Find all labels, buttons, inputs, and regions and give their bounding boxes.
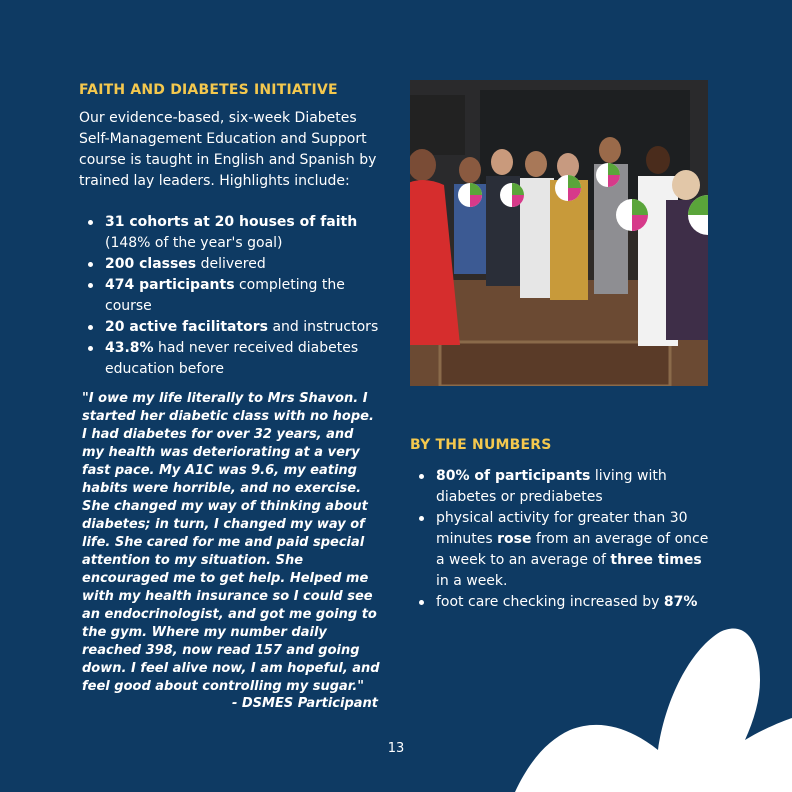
section-heading-numbers: BY THE NUMBERS <box>410 437 552 453</box>
participant-quote: "I owe my life literally to Mrs Shavon. I started her diabetic class with no hope. I had diabetes for over 32 years, and my health was deteriorating at a very fast pace. My A1C was 9.6, my eating habits were horrible, and no exercise. She changed my way of thinking about diabetes; in turn, I changed my way of life. She cared for me and paid special attention to my situation. She encouraged me to get help. Helped me with my health insurance so I could see an endocrinologist, and got me going to the gym. Where my number daily reached 398, now read 157 and going down. I feel alive now, I am hopeful, and feel good about controlling my sugar." <box>82 391 380 694</box>
section-heading-faith: FAITH AND DIABETES INITIATIVE <box>79 82 338 98</box>
list-item: physical activity for greater than 30 minutes rose from an average of once a week to an average of three times in a week. <box>410 508 710 592</box>
quote-attribution: - DSMES Participant <box>231 696 378 711</box>
list-item: 80% of participants living with diabetes or prediabetes <box>410 466 710 508</box>
list-item: foot care checking increased by 87% <box>410 592 710 613</box>
list-item: 474 participants completing the course <box>79 275 389 317</box>
list-item: 200 classes delivered <box>79 254 389 275</box>
page-number: 13 <box>387 741 405 756</box>
intro-paragraph: Our evidence-based, six-week Diabetes Self-Management Education and Support course is taught in English and Spanish by trained lay leaders. Highlights include: <box>79 110 377 189</box>
list-item: 20 active facilitators and instructors <box>79 317 389 338</box>
list-item: 43.8% had never received diabetes education before <box>79 338 389 380</box>
list-item: 31 cohorts at 20 houses of faith (148% of the year's goal) <box>79 212 389 254</box>
